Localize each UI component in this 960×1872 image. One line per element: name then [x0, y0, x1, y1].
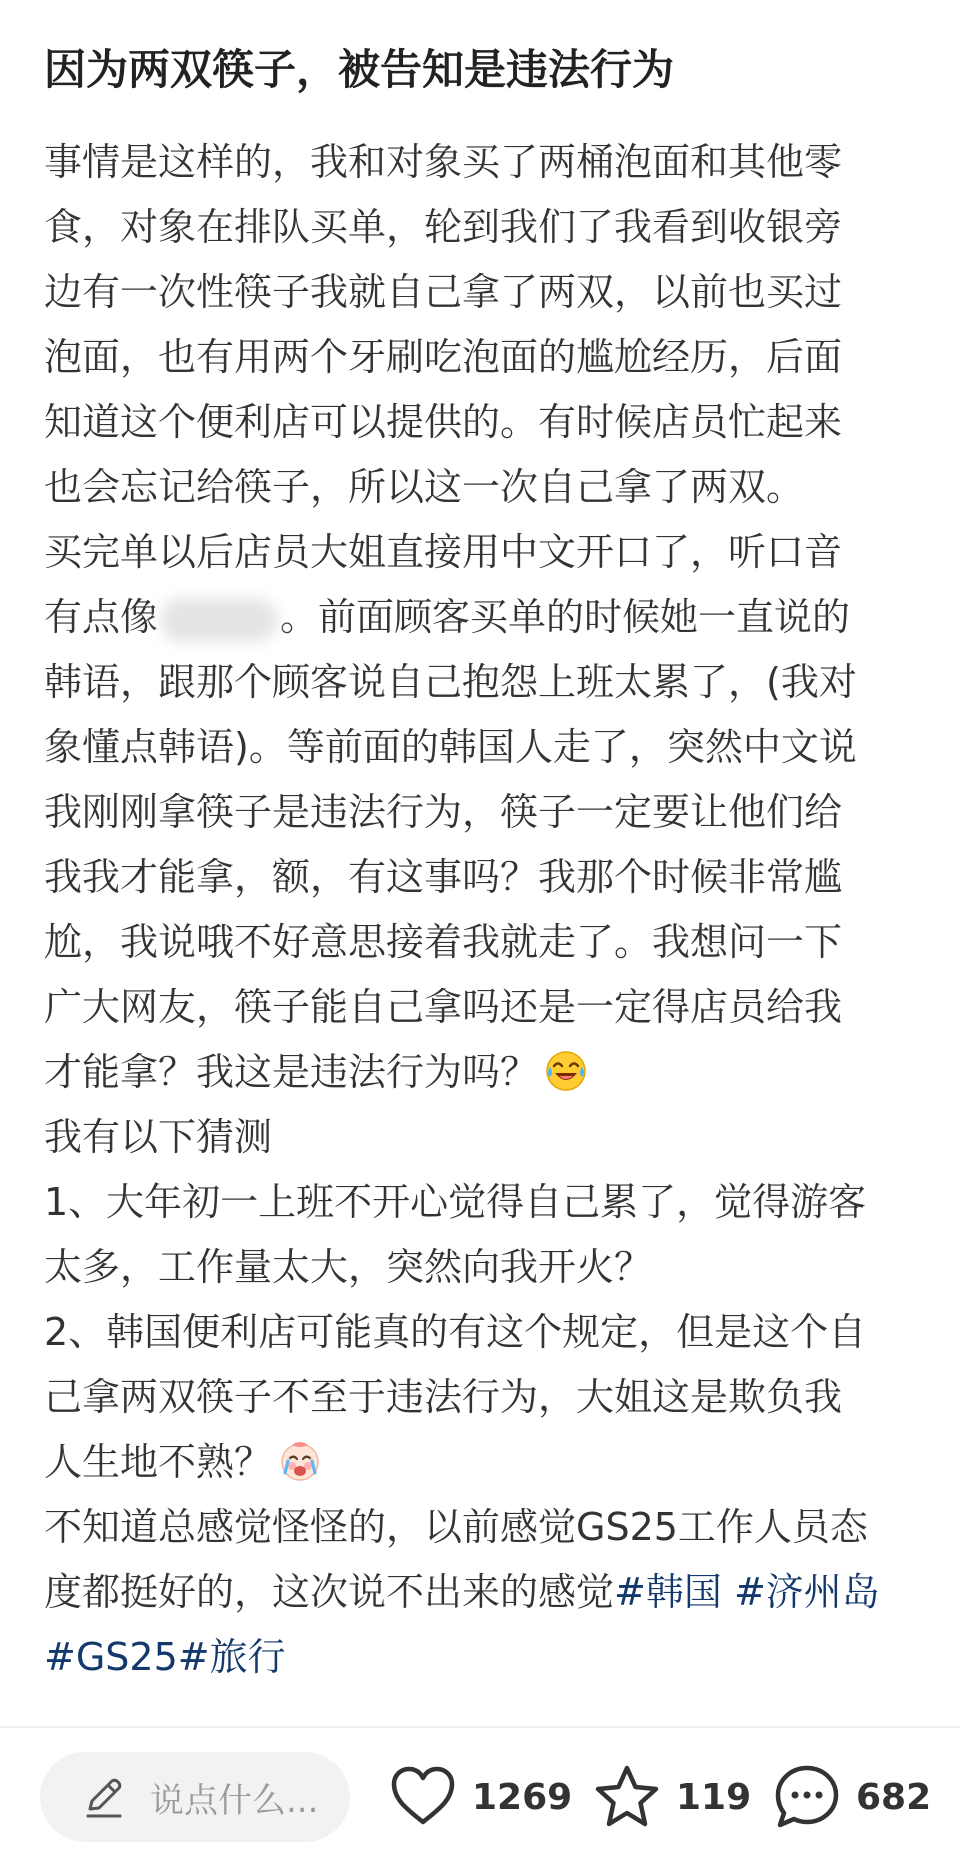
body-line	[44, 1625, 924, 1690]
blurred-redaction	[160, 598, 278, 642]
laughing-tears-emoji	[544, 1049, 588, 1093]
body-line: 知道这个便利店可以提供的。有时候店员忙起来	[44, 400, 843, 444]
body-text: 才能拿？我这是违法行为吗？	[44, 1050, 539, 1094]
comment-placeholder: 说点什么...	[150, 1780, 319, 1821]
comment-input[interactable]	[40, 1752, 350, 1842]
hashtag-link[interactable]: #韩国	[614, 1570, 722, 1614]
body-line: 广大网友，筷子能自己拿吗还是一定得店员给我	[44, 985, 843, 1029]
body-line: 太多，工作量太大，突然向我开火？	[44, 1245, 653, 1289]
like-count: 1269	[472, 1776, 573, 1818]
body-line: 韩语，跟那个顾客说自己抱怨上班太累了，(我对	[44, 660, 857, 704]
body-line: 我我才能拿，额，有这事吗？我那个时候非常尴	[44, 855, 843, 899]
body-line: 己拿两双筷子不至于违法行为，大姐这是欺负我	[44, 1375, 843, 1419]
body-line: 也会忘记给筷子，所以这一次自己拿了两双。	[44, 465, 805, 509]
collect-count: 119	[676, 1776, 752, 1818]
chat-bubble-icon	[772, 1762, 842, 1832]
body-line: 泡面，也有用两个牙刷吃泡面的尴尬经历，后面	[44, 335, 843, 379]
body-text: 有点像	[44, 595, 159, 639]
comment-button[interactable]	[772, 1752, 931, 1842]
crying-face-emoji	[278, 1439, 322, 1483]
pen-icon	[78, 1771, 130, 1823]
body-line: 1、大年初一上班不开心觉得自己累了，觉得游客	[44, 1180, 867, 1224]
like-button[interactable]	[388, 1752, 572, 1842]
post-title: 因为两双筷子，被告知是违法行为	[44, 45, 675, 94]
body-line: 事情是这样的，我和对象买了两桶泡面和其他零	[44, 140, 843, 184]
body-line: 2、韩国便利店可能真的有这个规定，但是这个自	[44, 1310, 867, 1354]
body-line	[44, 1040, 924, 1105]
body-line: 食，对象在排队买单，轮到我们了我看到收银旁	[44, 205, 843, 249]
body-line: 买完单以后店员大姐直接用中文开口了，听口音	[44, 530, 843, 574]
body-line: 尬，我说哦不好意思接着我就走了。我想问一下	[44, 920, 843, 964]
body-text: 人生地不熟？	[44, 1440, 273, 1484]
body-line: 我刚刚拿筷子是违法行为，筷子一定要让他们给	[44, 790, 843, 834]
hashtag-link[interactable]: #旅行	[177, 1635, 286, 1679]
post-body	[44, 130, 924, 1690]
hashtag-link[interactable]: #GS25	[44, 1635, 178, 1679]
comment-count: 682	[856, 1776, 932, 1818]
body-line: 象懂点韩语)。等前面的韩国人走了，突然中文说	[44, 725, 857, 769]
body-line: 边有一次性筷子我就自己拿了两双，以前也买过	[44, 270, 843, 314]
star-icon	[592, 1762, 662, 1832]
heart-icon	[388, 1762, 458, 1832]
body-text: 。前面顾客买单的时候她一直说的	[280, 595, 851, 639]
collect-button[interactable]	[592, 1752, 751, 1842]
hashtag-link[interactable]: #济州岛	[721, 1570, 880, 1614]
body-line: 不知道总感觉怪怪的，以前感觉GS25工作人员态	[44, 1505, 868, 1549]
body-line	[44, 1560, 924, 1625]
body-line	[44, 585, 924, 650]
body-line	[44, 1430, 924, 1495]
body-line: 我有以下猜测	[44, 1115, 273, 1159]
body-text: 度都挺好的，这次说不出来的感觉	[44, 1570, 615, 1614]
bottom-action-bar	[0, 1728, 960, 1872]
